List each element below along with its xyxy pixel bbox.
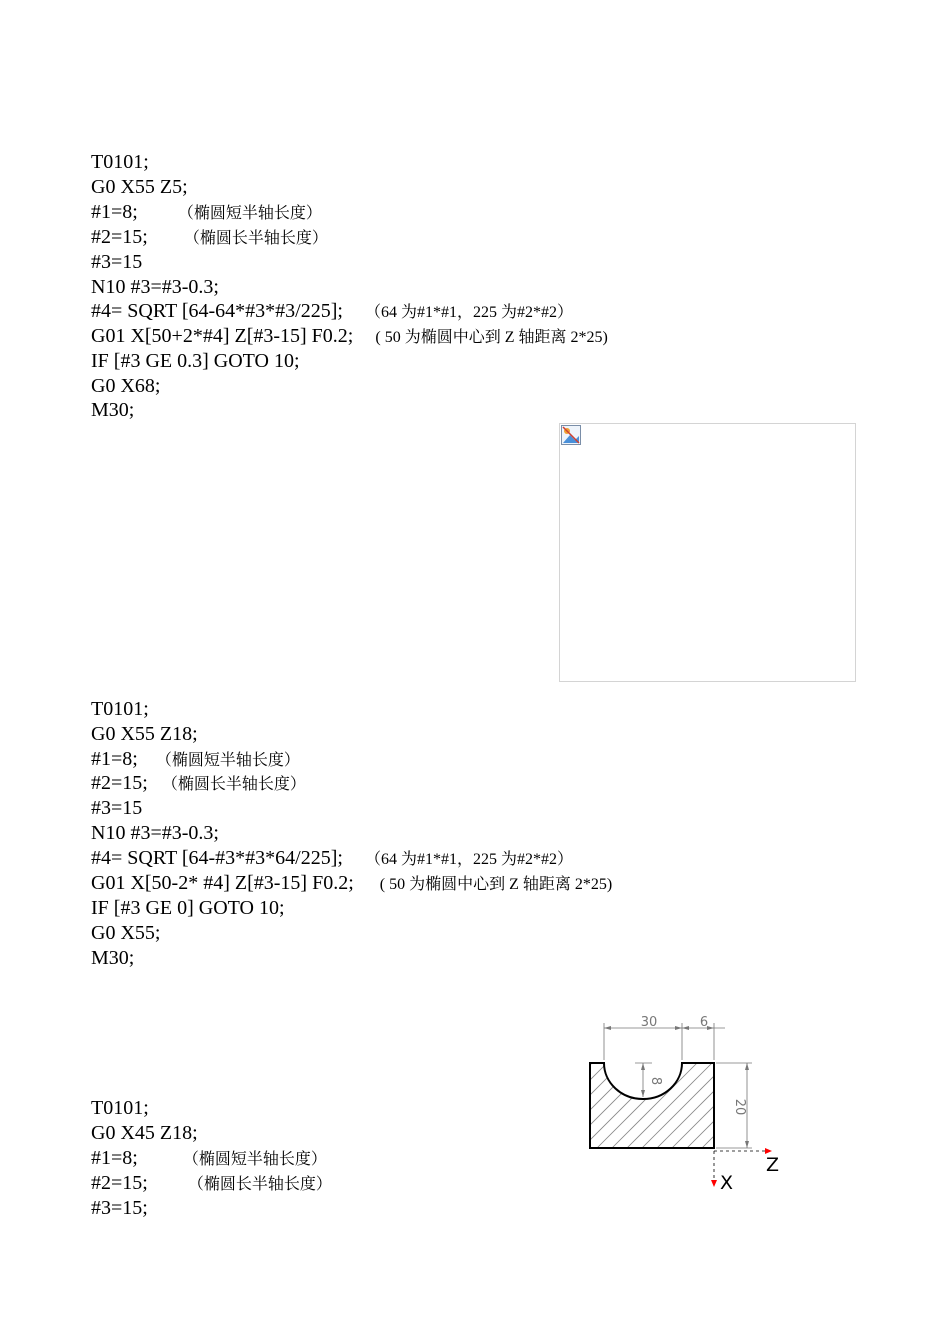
code-line <box>91 1146 327 1172</box>
comment: （64 为#1*#1，225 为#2*#2） <box>364 304 573 321</box>
code-line: G0 X45 Z18; <box>91 1122 198 1144</box>
dim-depth-label: 8 <box>648 1076 663 1086</box>
comment: （椭圆长半轴长度） <box>183 230 328 247</box>
comment: ( 50 为椭圆中心到 Z 轴距离 2*25) <box>375 329 608 346</box>
hatching <box>580 1035 790 1155</box>
comment: （椭圆短半轴长度） <box>182 1151 327 1168</box>
code-line <box>91 747 300 773</box>
dimension-arrows <box>604 1026 749 1148</box>
comment: （椭圆长半轴长度） <box>187 1176 332 1193</box>
code-line: #3=15 <box>91 251 143 273</box>
code: #2=15; <box>91 226 148 248</box>
code-line: T0101; <box>91 698 149 720</box>
code-line <box>91 324 608 350</box>
code-line: M30; <box>91 947 135 969</box>
code-line: G0 X55 Z18; <box>91 723 198 745</box>
axis-x-label: X <box>720 1172 734 1194</box>
comment: （64 为#1*#1，225 为#2*#2） <box>364 851 573 868</box>
comment: （椭圆长半轴长度） <box>161 776 306 793</box>
code-line: N10 #3=#3-0.3; <box>91 822 219 844</box>
dim-width-label: 30 <box>640 1015 658 1030</box>
code-line <box>91 846 573 872</box>
code-line: IF [#3 GE 0.3] GOTO 10; <box>91 350 300 372</box>
part-drawing <box>580 1005 790 1195</box>
code-line: G0 X55 Z5; <box>91 176 188 198</box>
code-line: M30; <box>91 399 135 421</box>
code-line: IF [#3 GE 0] GOTO 10; <box>91 897 285 919</box>
comment: （椭圆短半轴长度） <box>177 205 322 222</box>
code: #1=8; <box>91 748 138 770</box>
code-line: T0101; <box>91 1097 149 1119</box>
comment: ( 50 为椭圆中心到 Z 轴距离 2*25) <box>379 876 613 893</box>
dim-height-label: 20 <box>732 1098 747 1116</box>
code: #2=15; <box>91 772 148 794</box>
code: #4= SQRT [64-#3*#3*64/225]; <box>91 847 343 869</box>
code-line: N10 #3=#3-0.3; <box>91 276 219 298</box>
code: G01 X[50-2* #4] Z[#3-15] F0.2; <box>91 872 354 894</box>
dimension-lines <box>604 1023 752 1148</box>
code-line: G0 X55; <box>91 922 161 944</box>
comment: （椭圆短半轴长度） <box>155 752 300 769</box>
code-line: #3=15; <box>91 1197 148 1219</box>
part-outline <box>590 1063 714 1148</box>
code: #1=8; <box>91 1147 138 1169</box>
code-line <box>91 1171 332 1197</box>
code: #4= SQRT [64-64*#3*#3/225]; <box>91 300 343 322</box>
code: #2=15; <box>91 1172 148 1194</box>
code-line <box>91 771 306 797</box>
broken-image-icon <box>561 425 581 445</box>
code: G01 X[50+2*#4] Z[#3-15] F0.2; <box>91 325 354 347</box>
code-line <box>91 299 573 325</box>
dim-offset-label: 6 <box>699 1015 709 1030</box>
code-line <box>91 225 328 251</box>
code-line <box>91 871 612 897</box>
x-arrow-icon <box>711 1180 717 1187</box>
code-line: T0101; <box>91 151 149 173</box>
image-placeholder <box>559 423 856 682</box>
code-line: #3=15 <box>91 797 143 819</box>
code: #1=8; <box>91 201 138 223</box>
code-line: G0 X68; <box>91 375 161 397</box>
axis-z-label: Z <box>766 1154 780 1176</box>
code-line <box>91 200 322 226</box>
